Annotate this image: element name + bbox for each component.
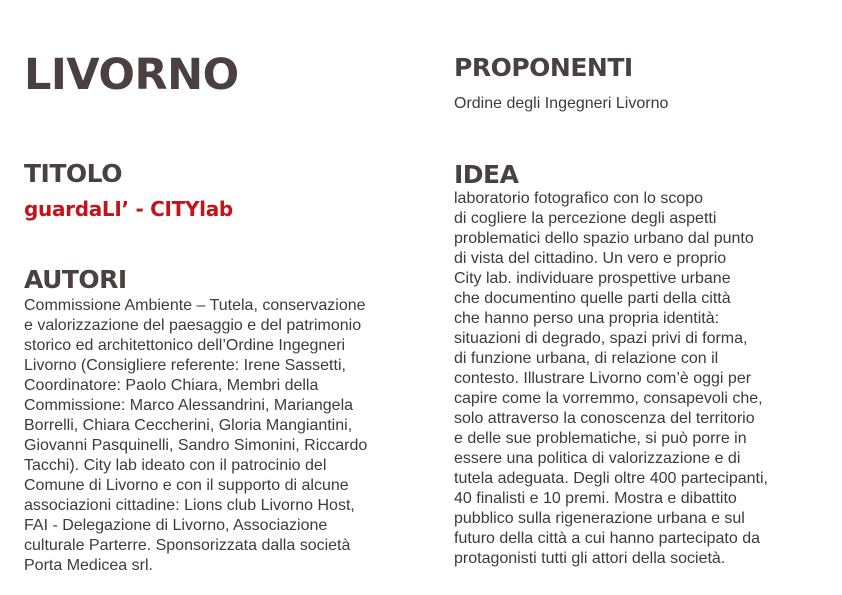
idea-text: laboratorio fotografico con lo scopo di cogliere la percezione degli aspetti problematici dello spazio urbano dal punto di vista del cittadino. Un vero e proprio City lab. individuare prospettive urbane che documentino quelle parti della città che hanno perso una propria identità: situazioni di degrado, spazi privi di forma, di funzione urbana, di relazione con il contesto. Illustrare Livorno com’è oggi per capire come la vorremmo, consapevoli che, solo attraverso la conoscenza del territorio e delle sue problematiche, si può porre in essere una politica di valorizzazione e di tutela adeguata. Degli oltre 400 partecipanti, 40 finalisti e 10 premi. Mostra e dibattito pubblico sulla rigenerazione urbana e sul futuro della città a cui hanno partecipato da protagonisti tutti gli attori della società. [454, 190, 768, 567]
autori-section [24, 266, 404, 576]
idea-section [454, 161, 839, 569]
proponenti-section [454, 54, 839, 114]
right-column [454, 54, 839, 569]
idea-heading: IDEA [454, 160, 519, 189]
autori-text: Commissione Ambiente – Tutela, conservazione e valorizzazione del paesaggio e del patrimonio storico ed architettonico dell’Ordine Ingegneri Livorno (Consigliere referente: Irene Sassetti, Coordinatore: Paolo Chiara, Membri della Commissione: Marco Alessandrini, Mariangela Borrelli, Chiara Ceccherini, Gloria Mangiantini, Giovanni Pasquinelli, Sandro Simonini, Riccardo Tacchi). City lab ideato con il patrocinio del Comune di Livorno e con il supporto di alcune associazioni cittadine: Lions club Livorno Host, FAI - Delegazione di Livorno, Associazione culturale Parterre. Sponsorizzata dalla società Porta Medicea srl. [24, 297, 368, 574]
city-title: LIVORNO [24, 50, 239, 100]
project-title: guardaLI’ - CITYlab [24, 197, 233, 221]
proponenti-text: Ordine degli Ingegneri Livorno [454, 95, 669, 112]
autori-heading: AUTORI [24, 265, 127, 294]
titolo-heading: TITOLO [24, 159, 122, 188]
left-column [24, 50, 404, 576]
titolo-section [24, 160, 404, 221]
proponenti-heading: PROPONENTI [454, 53, 633, 82]
